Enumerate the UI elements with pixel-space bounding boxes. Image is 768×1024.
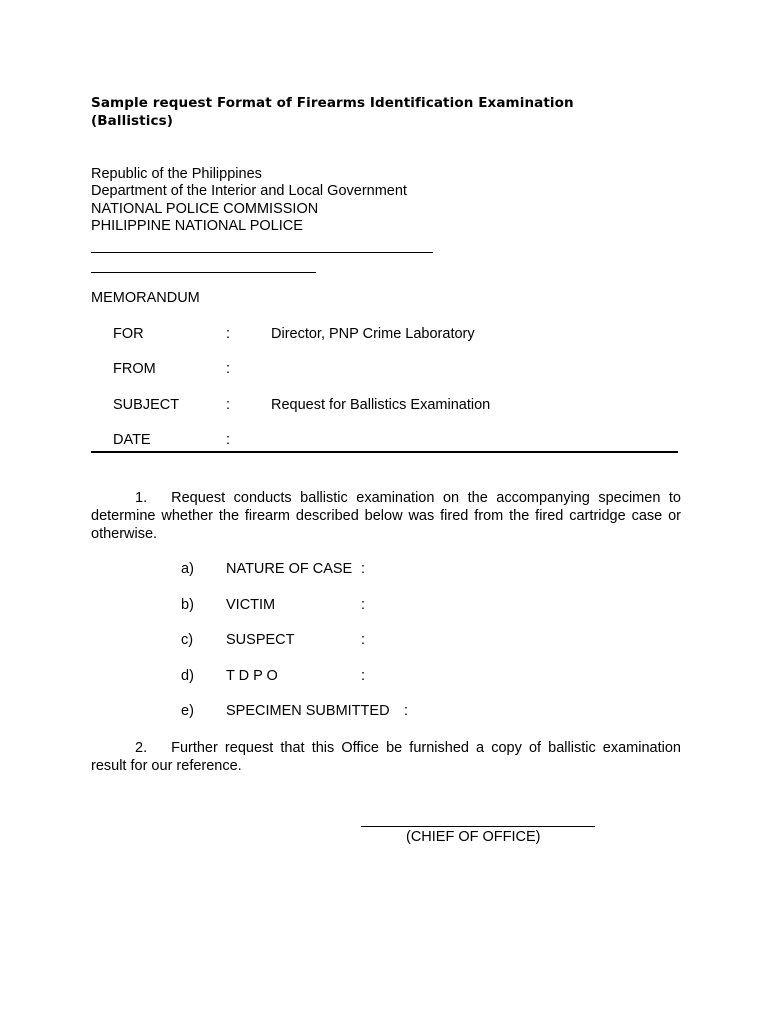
memo-label-for: FOR: [113, 326, 144, 342]
item-letter-b: b): [181, 597, 194, 613]
memo-colon-from: :: [226, 361, 231, 377]
paragraph-1-number: 1.: [135, 490, 148, 506]
item-letter-e: e): [181, 703, 194, 719]
item-letter-a: a): [181, 561, 194, 577]
signature-line: [361, 826, 595, 827]
document-title: Sample request Format of Firearms Identification Examination: [91, 95, 574, 111]
item-label-victim: VICTIM: [226, 597, 276, 613]
item-colon-e: :: [404, 703, 409, 719]
header-republic: Republic of the Philippines: [91, 166, 262, 182]
header-commission: NATIONAL POLICE COMMISSION: [91, 201, 319, 217]
header-police: PHILIPPINE NATIONAL POLICE: [91, 218, 303, 234]
item-label-suspect: SUSPECT: [226, 632, 295, 648]
paragraph-2-text: Further request that this Office be furnished a copy of ballistic examination result for our reference.: [91, 740, 681, 774]
item-colon-c: :: [361, 632, 366, 648]
item-letter-d: d): [181, 668, 194, 684]
memo-colon-subject: :: [226, 397, 231, 413]
paragraph-2-number: 2.: [135, 740, 148, 756]
item-letter-c: c): [181, 632, 194, 648]
paragraph-1: [91, 489, 681, 543]
memo-value-subject: Request for Ballistics Examination: [271, 397, 491, 413]
memo-heading: MEMORANDUM: [91, 290, 200, 306]
memo-colon-date: :: [226, 432, 231, 448]
signature-label: (CHIEF OF OFFICE): [406, 829, 541, 845]
memo-label-from: FROM: [113, 361, 156, 377]
item-colon-b: :: [361, 597, 366, 613]
item-colon-a: :: [361, 561, 366, 577]
item-colon-d: :: [361, 668, 366, 684]
item-label-nature-of-case: NATURE OF CASE: [226, 561, 353, 577]
paragraph-1-text: Request conducts ballistic examination on the accompanying specimen to determine whether the firearm described below was fired from the fired cartridge case or otherwise.: [91, 490, 681, 542]
memo-value-for: Director, PNP Crime Laboratory: [271, 326, 475, 342]
item-label-specimen-submitted: SPECIMEN SUBMITTED: [226, 703, 390, 719]
item-label-tdpo: T D P O: [226, 668, 278, 684]
paragraph-2: [91, 739, 681, 775]
blank-line-1: [91, 252, 433, 253]
document-subtitle: (Ballistics): [91, 113, 173, 129]
header-department: Department of the Interior and Local Government: [91, 183, 407, 199]
memo-label-subject: SUBJECT: [113, 397, 180, 413]
memo-colon-for: :: [226, 326, 231, 342]
memo-divider: [91, 451, 678, 453]
blank-line-2: [91, 272, 316, 273]
memo-label-date: DATE: [113, 432, 151, 448]
